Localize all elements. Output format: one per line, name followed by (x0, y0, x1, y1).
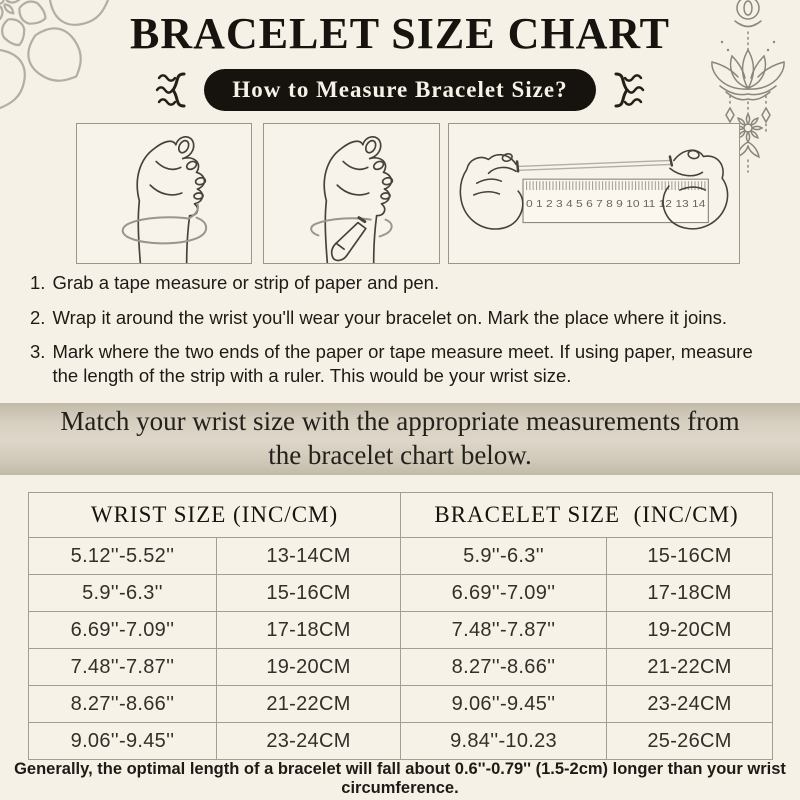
table-cell: 6.69''-7.09'' (29, 612, 217, 649)
step-number: 1. (30, 272, 46, 293)
table-row (29, 612, 773, 649)
match-banner (0, 403, 800, 475)
table-cell: 23-24CM (607, 686, 773, 723)
table-cell: 17-18CM (607, 575, 773, 612)
step-number: 3. (30, 341, 46, 363)
step-item-3 (30, 340, 778, 387)
table-row (29, 649, 773, 686)
step-text: Wrap it around the wrist you'll wear your bracelet on. Mark the place where it joins. (52, 306, 728, 328)
illustration-mark-wrist (263, 123, 440, 264)
squiggle-left-icon (154, 69, 188, 111)
table-cell: 6.69''-7.09'' (401, 575, 607, 612)
table-cell: 23-24CM (217, 723, 401, 760)
table-cell: 7.48''-7.87'' (401, 612, 607, 649)
table-row (29, 723, 773, 760)
table-cell: 25-26CM (607, 723, 773, 760)
page-title: BRACELET SIZE CHART (130, 9, 670, 58)
step-number: 2. (30, 306, 46, 328)
illustration-row (0, 123, 800, 266)
table-cell: 5.12''-5.52'' (29, 538, 217, 575)
table-cell: 19-20CM (217, 649, 401, 686)
illustration-wrap-wrist (76, 123, 252, 264)
wrist-size-header: WRIST SIZE (INC/CM) (29, 493, 401, 538)
table-cell: 21-22CM (607, 649, 773, 686)
bracelet-size-header: BRACELET SIZE (INC/CM) (401, 493, 773, 538)
step-text: Mark where the two ends of the paper or tape measure meet. If using paper, measure the length of the strip with a ruler. This would be your wrist size. (52, 341, 753, 387)
step-text: Grab a tape measure or strip of paper and pen. (52, 272, 440, 293)
table-cell: 15-16CM (607, 538, 773, 575)
step-item-1 (30, 271, 778, 295)
table-cell: 17-18CM (217, 612, 401, 649)
match-banner-text: Match your wrist size with the appropriate measurements from the bracelet chart below. (60, 406, 740, 470)
table-cell: 8.27''-8.66'' (29, 686, 217, 723)
instructions-list (30, 271, 778, 399)
badge-row (0, 67, 800, 113)
table-cell: 9.84''-10.23 (401, 723, 607, 760)
table-cell: 7.48''-7.87'' (29, 649, 217, 686)
squiggle-right-icon (612, 69, 646, 111)
table-cell: 13-14CM (217, 538, 401, 575)
table-cell: 5.9''-6.3'' (401, 538, 607, 575)
ruler-numbers: 0 1 2 3 4 5 6 7 8 9 10 11 12 13 14 (525, 198, 706, 210)
size-table (28, 492, 773, 760)
illustration-measure-ruler (448, 123, 740, 264)
table-header-row (29, 493, 773, 538)
table-cell: 21-22CM (217, 686, 401, 723)
table-row (29, 575, 773, 612)
table-cell: 15-16CM (217, 575, 401, 612)
step-item-2 (30, 306, 778, 330)
table-cell: 9.06''-9.45'' (29, 723, 217, 760)
footer-note: Generally, the optimal length of a bracelet will fall about 0.6''-0.79'' (1.5-2cm) longer than your wrist circumference. (14, 760, 786, 797)
table-cell: 19-20CM (607, 612, 773, 649)
table-row (29, 686, 773, 723)
table-cell: 9.06''-9.45'' (401, 686, 607, 723)
table-cell: 5.9''-6.3'' (29, 575, 217, 612)
how-to-badge: How to Measure Bracelet Size? (204, 69, 595, 111)
table-row (29, 538, 773, 575)
table-cell: 8.27''-8.66'' (401, 649, 607, 686)
